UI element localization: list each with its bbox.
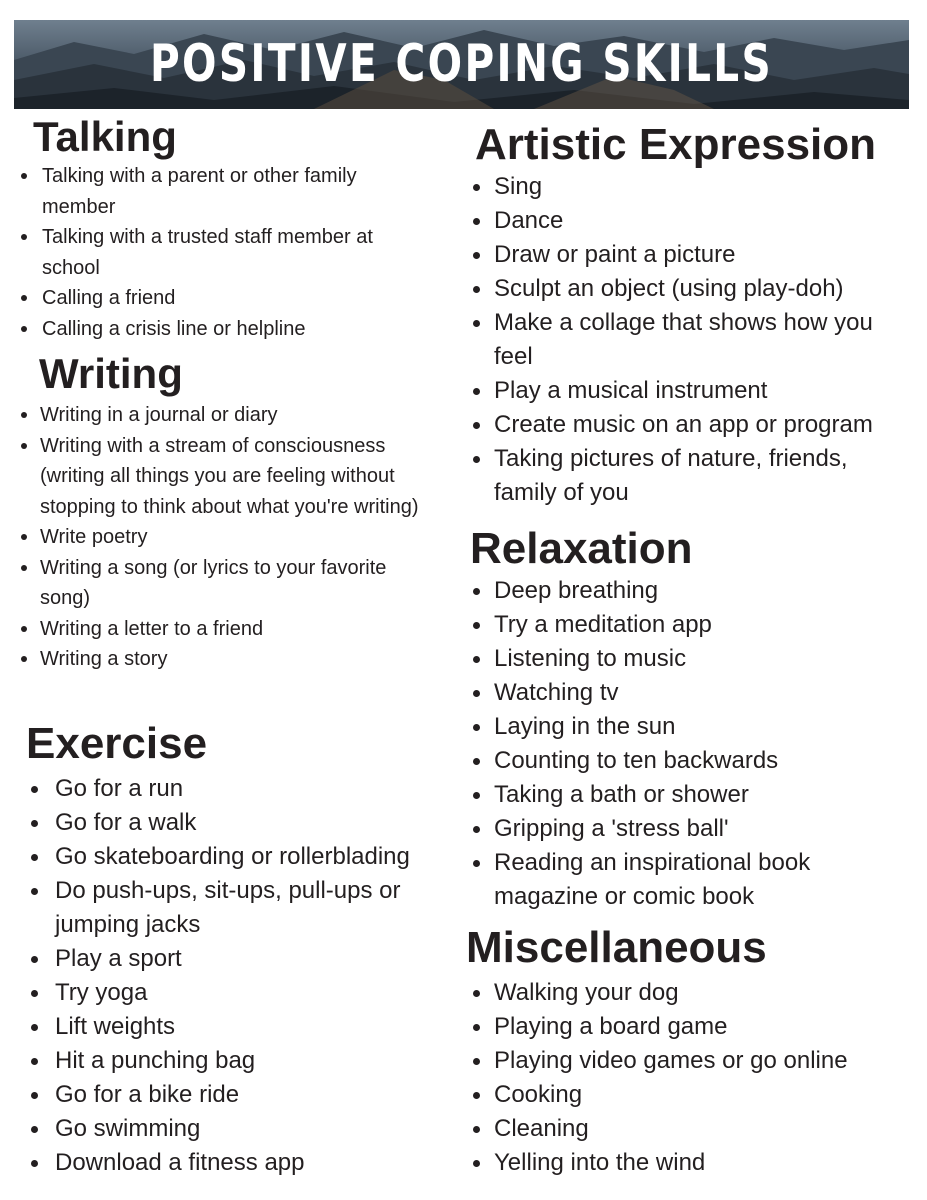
list-item: Taking pictures of nature, friends, family of you xyxy=(466,442,906,510)
list-item: Taking a bath or shower xyxy=(466,778,906,812)
section-heading: Exercise xyxy=(26,719,208,768)
list-item: Create music on an app or program xyxy=(466,408,906,442)
list-item: Writing a letter to a friend xyxy=(14,614,434,645)
list-item: Listening to music xyxy=(466,642,906,676)
list-item: Try a meditation app xyxy=(466,608,906,642)
list-item: Cooking xyxy=(466,1078,906,1112)
list-item: Sculpt an object (using play-doh) xyxy=(466,272,906,306)
list-item: Dance xyxy=(466,204,906,238)
list-item: Go swimming xyxy=(24,1112,444,1146)
title-banner xyxy=(14,20,909,109)
list-item: Playing video games or go online xyxy=(466,1044,906,1078)
artistic-list xyxy=(466,170,906,510)
list-item: Reading an inspirational book magazine or comic book xyxy=(466,846,906,914)
list-item: Talking with a trusted staff member at school xyxy=(14,222,424,283)
section-relaxation xyxy=(466,524,906,914)
list-item: Hit a punching bag xyxy=(24,1044,444,1078)
list-item: Download a fitness app xyxy=(24,1146,444,1180)
section-heading: Relaxation xyxy=(470,524,693,573)
list-item: Calling a friend xyxy=(14,283,424,314)
relaxation-list xyxy=(466,574,906,914)
list-item: Make a collage that shows how you feel xyxy=(466,306,906,374)
section-talking xyxy=(14,113,424,344)
list-item: Gripping a 'stress ball' xyxy=(466,812,906,846)
list-item: Deep breathing xyxy=(466,574,906,608)
list-item: Sing xyxy=(466,170,906,204)
list-item: Writing with a stream of consciousness (writing all things you are feeling without stopping to think about what you're writing) xyxy=(14,431,434,523)
list-item: Play a sport xyxy=(24,942,444,976)
list-item: Go skateboarding or rollerblading xyxy=(24,840,444,874)
exercise-list xyxy=(24,772,444,1180)
list-item: Go for a walk xyxy=(24,806,444,840)
list-item: Writing a song (or lyrics to your favorite song) xyxy=(14,553,434,614)
list-item: Calling a crisis line or helpline xyxy=(14,314,424,345)
section-miscellaneous xyxy=(466,923,906,1180)
list-item: Do push-ups, sit-ups, pull-ups or jumping jacks xyxy=(24,874,444,942)
talking-list xyxy=(14,161,424,344)
list-item: Play a musical instrument xyxy=(466,374,906,408)
section-writing xyxy=(14,350,434,675)
writing-list xyxy=(14,400,434,675)
list-item: Counting to ten backwards xyxy=(466,744,906,778)
section-heading: Talking xyxy=(33,113,177,160)
list-item: Writing in a journal or diary xyxy=(14,400,434,431)
section-artistic-expression xyxy=(466,120,906,510)
list-item: Draw or paint a picture xyxy=(466,238,906,272)
list-item: Go for a run xyxy=(24,772,444,806)
list-item: Watching tv xyxy=(466,676,906,710)
page-title: POSITIVE COPING SKILLS xyxy=(149,34,774,94)
list-item: Cleaning xyxy=(466,1112,906,1146)
list-item: Playing a board game xyxy=(466,1010,906,1044)
miscellaneous-list xyxy=(466,976,906,1180)
section-heading: Writing xyxy=(39,350,183,397)
list-item: Try yoga xyxy=(24,976,444,1010)
section-exercise xyxy=(24,719,444,1180)
list-item: Walking your dog xyxy=(466,976,906,1010)
list-item: Writing a story xyxy=(14,644,434,675)
list-item: Yelling into the wind xyxy=(466,1146,906,1180)
section-heading: Miscellaneous xyxy=(466,923,767,972)
list-item: Talking with a parent or other family member xyxy=(14,161,424,222)
list-item: Write poetry xyxy=(14,522,434,553)
section-heading: Artistic Expression xyxy=(475,120,877,169)
list-item: Lift weights xyxy=(24,1010,444,1044)
list-item: Laying in the sun xyxy=(466,710,906,744)
list-item: Go for a bike ride xyxy=(24,1078,444,1112)
